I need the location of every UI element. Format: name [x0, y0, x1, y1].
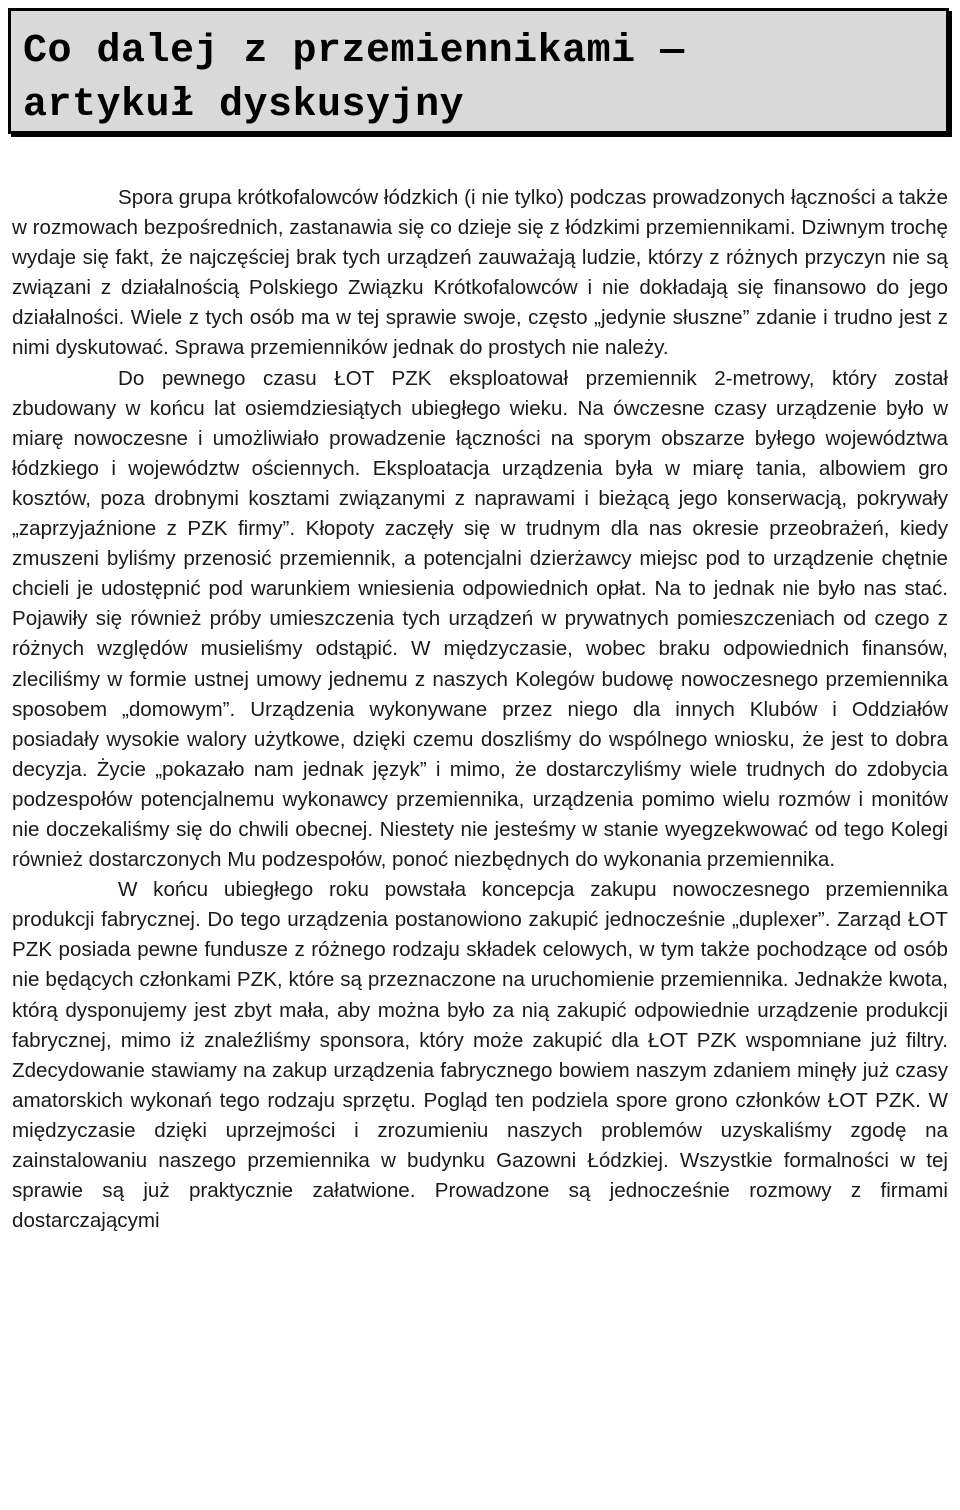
paragraph: W końcu ubiegłego roku powstała koncepcja zakupu nowoczesnego przemiennika produkcji fabrycznej. Do tego urządzenia postanowiono zakupić jednocześnie „duplexer”. Zarząd ŁOT PZK posiada pewne fundusze z różnego rodzaju składek celowych, w tym także pochodzące od osób nie będących członkami PZK, które są przeznaczone na uruchomienie przemiennika. Jednakże kwota, którą dysponujemy jest zbyt mała, aby można było za nią zakupić odpowiednie urządzenie produkcji fabrycznej, mimo iż znaleźliśmy sponsora, który może zakupić dla ŁOT PZK wspomniane już filtry. Zdecydowanie stawiamy na zakup urządzenia fabrycznego bowiem naszym zdaniem minęły już czasy amatorskich wykonań tego rodzaju sprzętu. Pogląd ten podziela spore grono członków ŁOT PZK. W międzyczasie dzięki uprzejmości i zrozumieniu naszych problemów uzyskaliśmy zgodę na zainstalowaniu naszego przemiennika w budynku Gazowni Łódzkiej. Wszystkie formalności w tej sprawie są już praktycznie załatwione. Prowadzone są jednocześnie rozmowy z firmami dostarczającymi — [12, 878, 948, 1233]
article-title-line-2: artykuł dyskusyjny — [23, 83, 465, 128]
paragraph: Do pewnego czasu ŁOT PZK eksploatował przemiennik 2-metrowy, który został zbudowany w końcu lat osiemdziesiątych ubiegłego wieku. Na ówczesne czasy urządzenie było w miarę nowoczesne i umożliwiało prowadzenie łączności na sporym obszarze byłego województwa łódzkiego i województw ościennych. Eksploatacja urządzenia była w miarę tania, albowiem gro kosztów, poza drobnymi kosztami związanymi z naprawami i bieżącą jego konserwacją, pokrywały „zaprzyjaźnione z PZK firmy”. Kłopoty zaczęły się w trudnym dla nas okresie przeobrażeń, kiedy zmuszeni byliśmy przenosić przemiennik, a potencjalni dzierżawcy miejsc pod to urządzenie chętnie chcieli je udostępnić pod warunkiem wniesienia odpowiednich opłat. Na to jednak nie było nas stać. Pojawiły się również próby umieszczenia tych urządzeń w prywatnych pomieszczeniach od czego z różnych względów musieliśmy odstąpić. W międzyczasie, wobec braku odpowiednich finansów, zleciliśmy w formie ustnej umowy jednemu z naszych Kolegów budowę nowoczesnego przemiennika sposobem „domowym”. Urządzenia wykonywane przez niego dla innych Klubów i Oddziałów posiadały wysokie walory użytkowe, dzięki czemu doszliśmy do wspólnego wniosku, że jest to dobra decyzja. Życie „pokazało nam jednak język” i mimo, że dostarczyliśmy wiele trudnych do zdobycia podzespołów potencjalnemu wykonawcy przemiennika, urządzenia pomimo wielu rozmów i monitów nie doczekaliśmy się do chwili obecnej. Niestety nie jesteśmy w stanie wyegzekwować od tego Kolegi również dostarczonych Mu podzespołów, ponoć niezbędnych do wykonania przemiennika. — [12, 366, 948, 872]
paragraph: Spora grupa krótkofalowców łódzkich (i nie tylko) podczas prowadzonych łączności a także w rozmowach bezpośrednich, zastanawia się co dzieje się z łódzkimi przemiennikami. Dziwnym trochę wydaje się fakt, że najczęściej brak tych urządzeń zauważają ludzie, którzy z różnych przyczyn nie są związani z działalnością Polskiego Związku Krótkofalowców i nie dokładają się finansowo do jego działalności. Wiele z tych osób ma w tej sprawie swoje, często „jedynie słuszne” zdanie i trudno jest z nimi dyskutować. Sprawa przemienników jednak do prostych nie należy. — [12, 186, 948, 360]
article-title-line-1: Co dalej z przemiennikami — — [23, 29, 685, 74]
article-title-box — [8, 8, 949, 134]
article-body — [12, 183, 948, 1236]
article-title — [23, 25, 685, 133]
